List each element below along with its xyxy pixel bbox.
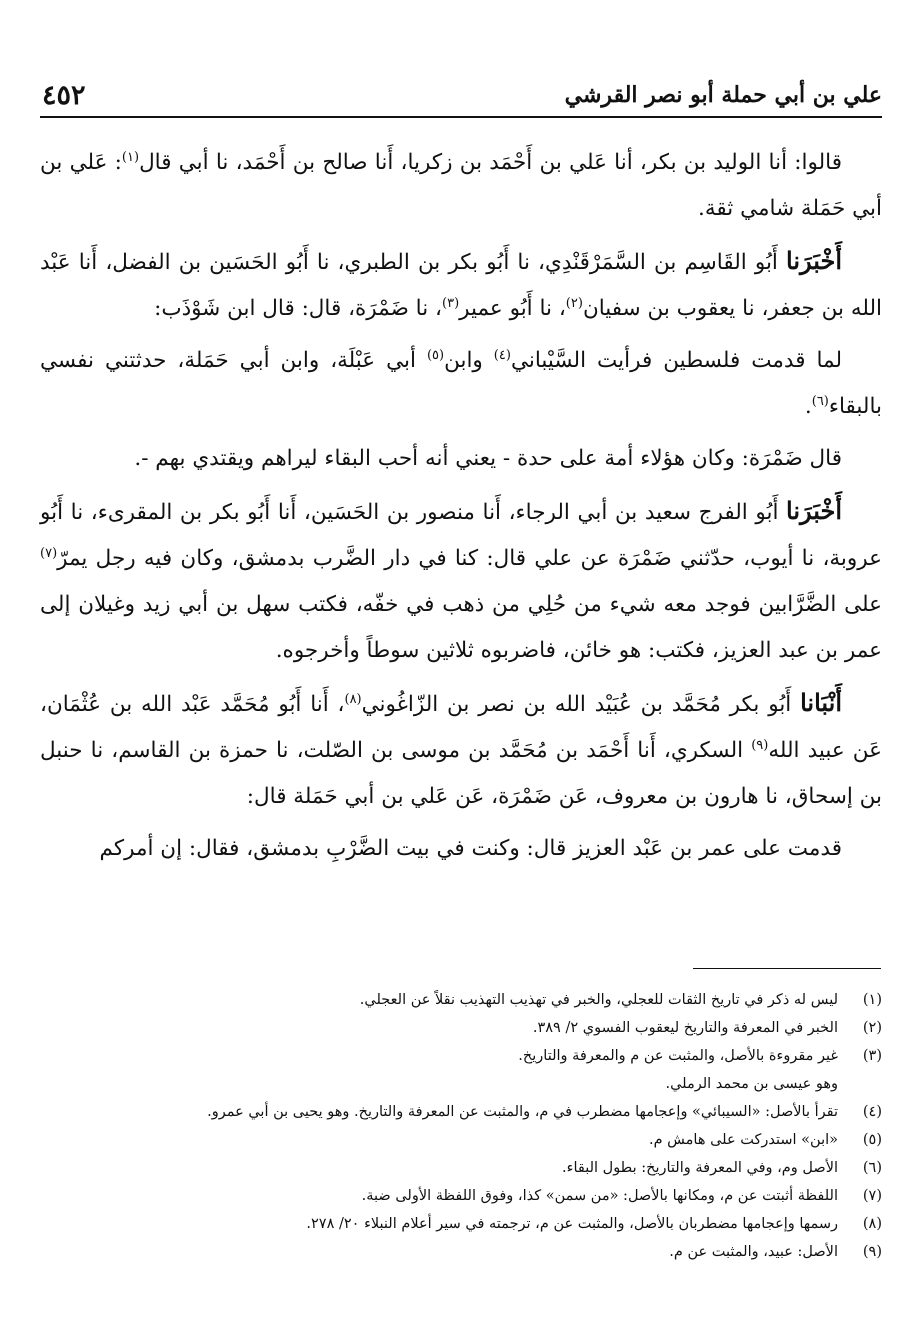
footnote-ref: (٩) bbox=[751, 737, 769, 753]
isnad-lead: أَنْبَانا bbox=[800, 688, 842, 717]
footnote-text: «ابن» استدركت على هامش م. bbox=[648, 1132, 838, 1148]
footnote bbox=[40, 1182, 882, 1210]
paragraph bbox=[40, 826, 882, 872]
footnote-ref: (٦) bbox=[811, 393, 829, 409]
footnote bbox=[40, 1210, 882, 1238]
paragraph-text: أَبُو بكر مُحَمَّد بن عُبَيْد الله بن نصر بن الزّاغُوني bbox=[361, 692, 801, 717]
footnote-number: (٢) bbox=[862, 1020, 882, 1036]
paragraph-text: قالوا: أنا الوليد بن بكر، أنا عَلي بن أَحْمَد بن زكريا، أَنا صالح بن أَحْمَد، نا أبي قال bbox=[139, 150, 842, 175]
paragraph bbox=[40, 680, 882, 820]
paragraph bbox=[40, 488, 882, 674]
paragraph bbox=[40, 436, 882, 482]
footnote bbox=[40, 1126, 882, 1154]
paragraph-text: السكري، أَنا أَحْمَد بن مُحَمَّد بن موسى بن الصّلت، نا حمزة بن القاسم، نا حنبل بن إسحاق، نا هارون بن معروف، عَن ضَمْرَة، عَن عَلي بن أبي حَمَلة قال: bbox=[40, 738, 882, 809]
paragraph-text: لما قدمت فلسطين فرأيت السَّيْباني bbox=[510, 348, 842, 373]
footnote-text: تقرأ بالأصل: «السيبائي» وإعجامها مضطرب في م، والمثبت عن المعرفة والتاريخ. وهو يحيى بن أبي عمرو. bbox=[207, 1104, 838, 1120]
paragraph-text: قدمت على عمر بن عَبْد العزيز قال: وكنت في بيت الضَّرْبِ بدمشق، فقال: إن أمركم bbox=[99, 836, 842, 861]
footnote-number: (٦) bbox=[862, 1160, 882, 1176]
paragraph-text: ، نا ضَمْرَة، قال: قال ابن شَوْذَب: bbox=[154, 296, 442, 321]
footnote-text: غير مقروءة بالأصل، والمثبت عن م والمعرفة والتاريخ. bbox=[518, 1048, 838, 1064]
paragraph-text: : عَلي بن أبي حَمَلة شامي ثقة. bbox=[40, 150, 882, 221]
paragraph-text: على الضَّرَّابين فوجد معه شيء من حُلِي من ذهب في خفّه، فكتب سهل بن أبي زيد وغيلان إلى عمر بن عبد العزيز، فكتب: هو خائن، فاضربوه ثلاثين سوطاً وأخرجوه. bbox=[40, 592, 882, 663]
paragraph bbox=[40, 238, 882, 332]
footnote bbox=[40, 1238, 882, 1266]
isnad-lead: أَخْبَرَنا bbox=[786, 246, 842, 275]
paragraph-text: ، نا أَبُو عمير bbox=[459, 296, 566, 321]
footnotes bbox=[40, 986, 882, 1266]
footnote-number: (٨) bbox=[862, 1216, 882, 1232]
paragraph-text: . bbox=[804, 394, 812, 419]
footnote-number: (١) bbox=[862, 992, 882, 1008]
paragraph-text: أَبُو القَاسِم بن السَّمَرْقَنْدِي، نا أَبُو بكر بن الطبري، نا أَبُو الحَسَين بن الفضل، أَنا عَبْد الله بن جعفر، نا يعقوب بن سفيان bbox=[40, 250, 882, 321]
page-header bbox=[40, 82, 882, 118]
footnote bbox=[40, 1042, 882, 1070]
footnote-divider bbox=[693, 968, 881, 969]
paragraph-text: ، أَنا أَبُو مُحَمَّد عَبْد الله بن عُثْمَان، عَن عبيد الله bbox=[40, 692, 883, 763]
footnote-continuation bbox=[40, 1070, 882, 1098]
main-text bbox=[40, 140, 882, 878]
footnote-ref: (٣) bbox=[442, 295, 460, 311]
footnote-text: ليس له ذكر في تاريخ الثقات للعجلي، والخبر في تهذيب التهذيب نقلاً عن العجلي. bbox=[359, 992, 838, 1008]
footnote-ref: (٨) bbox=[344, 691, 362, 707]
footnote-text: الأصل: عبيد، والمثبت عن م. bbox=[669, 1244, 838, 1260]
footnote bbox=[40, 1098, 882, 1126]
footnote-ref: (١) bbox=[121, 149, 140, 165]
footnote-ref: (٤) bbox=[493, 347, 511, 363]
footnote bbox=[40, 1014, 882, 1042]
running-title: علي بن أبي حملة أبو نصر القرشي bbox=[564, 82, 882, 108]
footnote-text: اللفظة أثبتت عن م، ومكانها بالأصل: «من سمن» كذا، وفوق اللفظة الأولى ضبة. bbox=[361, 1188, 838, 1204]
isnad-lead: أَخْبَرَنا bbox=[786, 496, 842, 525]
paragraph bbox=[40, 140, 882, 232]
footnote-ref: (٧) bbox=[40, 545, 58, 561]
footnote-number: (٧) bbox=[862, 1188, 882, 1204]
paragraph bbox=[40, 338, 882, 430]
paragraph-text: قال ضَمْرَة: وكان هؤلاء أمة على حدة - يعني أنه أحب البقاء ليراهم ويقتدي بهم -. bbox=[134, 446, 842, 471]
footnote-number: (٤) bbox=[862, 1104, 882, 1120]
footnote bbox=[40, 986, 882, 1014]
footnote-text: وهو عيسى بن محمد الرملي. bbox=[665, 1076, 838, 1092]
footnote-text: الخبر في المعرفة والتاريخ ليعقوب الفسوي ٢/ ٣٨٩. bbox=[532, 1020, 838, 1036]
footnote-text: رسمها وإعجامها مضطربان بالأصل، والمثبت عن م، ترجمته في سير أعلام النبلاء ٢٠/ ٢٧٨. bbox=[306, 1216, 838, 1232]
paragraph-text: وابن bbox=[444, 348, 494, 373]
footnote-ref: (٢) bbox=[565, 295, 583, 311]
footnote bbox=[40, 1154, 882, 1182]
page-number: ٤٥٢ bbox=[42, 80, 86, 111]
footnote-text: الأصل وم، وفي المعرفة والتاريخ: بطول البقاء. bbox=[562, 1160, 838, 1176]
paragraph-text: أبي عَبْلَة، وابن أبي حَمَلة، حدثتني نفسي بالبقاء bbox=[40, 348, 882, 419]
footnote-number: (٣) bbox=[862, 1048, 882, 1064]
paragraph-text: أَبُو الفرج سعيد بن أبي الرجاء، أَنا منصور بن الحَسَين، أَنا أَبُو بكر بن المقرىء، نا أَبُو عروبة، نا أيوب، حدّثني ضَمْرَة عن علي قال: كنا في دار الضَّرب بدمشق، وكان فيه رجل يمرّ bbox=[40, 500, 882, 571]
footnote-number: (٥) bbox=[862, 1132, 882, 1148]
footnote-ref: (٥) bbox=[426, 347, 445, 363]
footnote-number: (٩) bbox=[862, 1244, 882, 1260]
